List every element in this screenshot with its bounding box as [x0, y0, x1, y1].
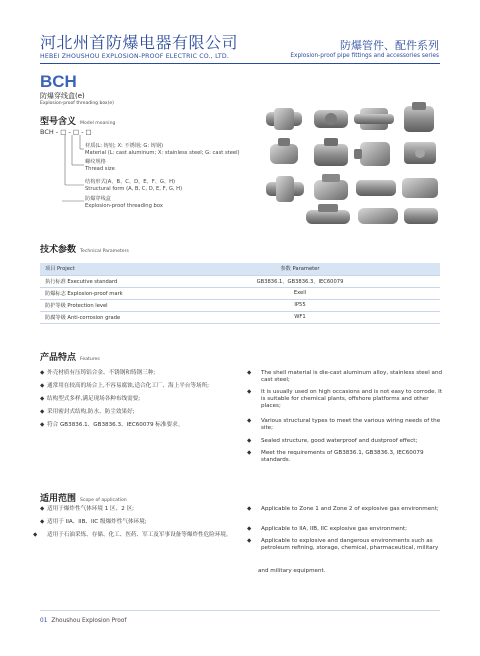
technical-title-en: Technical Parameters	[80, 249, 129, 254]
scope-title-en: Scope of application	[80, 498, 127, 503]
series-title-cn: 防爆管件、配件系列	[340, 39, 439, 52]
fitting-photo-j	[314, 174, 348, 200]
feature-cn-item: ◆ 外壳材质有压铸铝合金、不锈钢和铸钢三种;	[40, 370, 156, 376]
fitting-photo-g	[354, 142, 390, 166]
callout-structure-cn: 结构形式(A、B、C、D、E、F、G、H)	[85, 179, 176, 185]
scope-title-cn: 适用范围	[40, 494, 77, 504]
feature-en-item: ◆ Meet the requirements of GB3836.1, GB3836.3, IEC60079 standards.	[247, 450, 424, 464]
callout-material-cn: 材质(L: 铸铝; X: 不锈钢; G: 铸钢)	[85, 143, 164, 149]
technical-heading	[40, 242, 129, 255]
scope-en-item: ◆ Applicable to Zone 1 and Zone 2 of explosive gas environment;	[247, 506, 439, 512]
model-meaning-title-en: Model meaning	[80, 121, 116, 126]
model-meaning-heading	[40, 114, 115, 127]
callout-thread-cn: 螺纹规格	[85, 159, 106, 165]
bullet-diamond-icon: ◆	[247, 438, 252, 444]
scope-heading	[40, 491, 127, 504]
callout-box-en: Explosion-proof threading box	[85, 203, 163, 209]
scope-en-item: ◆ Applicable to IIA, IIB, IIC explosive gas environment;	[247, 526, 407, 532]
fitting-photo-d	[404, 102, 434, 132]
product-name-en: Explosion-proof threading box(e)	[40, 101, 114, 106]
feature-en-item: ◆ It is usually used on high occasions and is not easy to corrode. It is suitable for chemical plants, offshore platforms and other places;	[247, 389, 443, 410]
footer-text: Zhoushou Explosion Proof	[51, 618, 127, 624]
bullet-diamond-icon: ◆	[40, 422, 45, 428]
table-cell-value: WF1	[160, 311, 440, 323]
product-photo-grid	[262, 102, 442, 230]
table-header-value: 参数 Parameter	[160, 263, 440, 275]
scope-cn-item: ◆ 适用于 IIA、IIB、IIC 级爆炸性气体环境;	[40, 519, 147, 525]
page-number: 01	[40, 618, 48, 624]
fitting-photo-i	[266, 176, 304, 202]
fitting-photo-e	[270, 138, 298, 164]
callout-box-cn: 防爆穿线盒	[85, 196, 111, 202]
feature-en-item: ◆ The shell material is die-cast aluminum alloy, stainless steel and cast steel;	[247, 370, 443, 384]
scope-en-tail: and military equipment.	[258, 568, 326, 574]
feature-cn-item: ◆ 符合 GB3836.1、GB3836.3、IEC60079 标准要求。	[40, 422, 184, 428]
table-cell-value: Exell	[160, 287, 440, 299]
company-name-en: HEBEI ZHOUSHOU EXPLOSION-PROOF ELECTRIC CO., LTD.	[40, 53, 230, 60]
bullet-diamond-icon: ◆	[40, 506, 45, 512]
feature-en-item: ◆ Sealed structure, good waterproof and dustproof effect;	[247, 438, 418, 444]
bullet-diamond-icon: ◆	[40, 396, 45, 402]
feature-cn-item: ◆ 结构型式多样,满足现场各种布线需要;	[40, 396, 141, 402]
fitting-photo-f	[314, 138, 348, 166]
bullet-diamond-icon: ◆	[247, 389, 252, 395]
callout-structure	[85, 179, 182, 193]
table-cell-item: 防爆标志 Explosion-proof mark	[40, 287, 160, 299]
fitting-photo-c	[354, 108, 394, 130]
table-row	[40, 287, 440, 299]
technical-parameters-table	[40, 263, 440, 324]
fitting-photo-m	[306, 204, 350, 224]
features-heading	[40, 350, 100, 363]
feature-cn-item: ◆ 采用密封式结构,防水、防尘效果好;	[40, 409, 135, 415]
feature-cn-item: ◆ 通常用在较高的场合上,不容易腐蚀,适合化工厂、海上平台等场所;	[40, 383, 210, 389]
fitting-photo-l	[402, 178, 438, 198]
fitting-photo-o	[404, 208, 438, 224]
table-cell-value: GB3836.1、GB3836.3、IEC60079	[160, 275, 440, 287]
header-divider	[40, 63, 440, 64]
table-row	[40, 275, 440, 287]
table-header-row	[40, 263, 440, 275]
features-title-en: Features	[80, 357, 100, 362]
table-cell-item: 防护等级 Protection level	[40, 299, 160, 311]
footer	[40, 618, 126, 624]
callout-thread	[85, 159, 115, 173]
fitting-photo-n	[358, 208, 398, 224]
bullet-diamond-icon: ◆	[33, 532, 38, 538]
bullet-diamond-icon: ◆	[247, 370, 252, 376]
callout-box	[85, 196, 163, 210]
fitting-photo-h	[404, 142, 436, 164]
callout-thread-en: Thread size	[85, 166, 115, 172]
product-name-cn: 防爆穿线盒(e)	[40, 92, 85, 100]
bullet-diamond-icon: ◆	[247, 450, 252, 456]
footer-divider	[40, 610, 440, 611]
model-code: BCH - □ - □ - □	[40, 128, 92, 136]
company-name-cn: 河北州首防爆电器有限公司	[40, 33, 239, 52]
bullet-diamond-icon: ◆	[40, 370, 45, 376]
table-row	[40, 299, 440, 311]
fitting-photo-b	[314, 110, 348, 128]
product-model: BCH	[40, 72, 77, 91]
bullet-diamond-icon: ◆	[247, 538, 252, 544]
scope-en-item: ◆ Applicable to explosive and dangerous environments such as petroleum refining, storage, chemical, pharmaceutical, military	[247, 538, 439, 552]
table-cell-value: IP55	[160, 299, 440, 311]
scope-cn-item: ◆ 适用于爆炸性气体环境 1 区、2 区;	[40, 506, 135, 512]
bullet-diamond-icon: ◆	[247, 506, 252, 512]
series-title-en: Explosion-proof pipe fittings and accessories series	[290, 53, 439, 59]
fitting-photo-k	[356, 180, 396, 196]
table-cell-item: 防腐等级 Anti-corrosion grade	[40, 311, 160, 323]
callout-structure-en: Structural form (A, B, C, D, E, F, G, H)	[85, 186, 183, 192]
bullet-diamond-icon: ◆	[247, 526, 252, 532]
bullet-diamond-icon: ◆	[40, 383, 45, 389]
bullet-diamond-icon: ◆	[40, 409, 45, 415]
scope-cn-item: ◆ 适用于石油采炼、存储、化工、医药、军工及军事设备等爆炸性危险环境。	[33, 532, 232, 538]
callout-material	[85, 143, 240, 157]
table-row	[40, 311, 440, 323]
features-title-cn: 产品特点	[40, 353, 77, 363]
callout-material-en: Material (L: cast aluminum; X: stainless steel; G: cast steel)	[85, 150, 240, 156]
technical-title-cn: 技术参数	[40, 245, 77, 255]
feature-en-item: ◆ Various structural types to meet the various wiring needs of the site;	[247, 418, 441, 432]
fitting-photo-a	[266, 108, 302, 130]
table-cell-item: 执行标准 Executive standard	[40, 275, 160, 287]
bullet-diamond-icon: ◆	[40, 519, 45, 525]
bullet-diamond-icon: ◆	[247, 418, 252, 424]
model-meaning-title-cn: 型号含义	[40, 117, 77, 127]
table-header-item: 项目 Project	[40, 263, 160, 275]
